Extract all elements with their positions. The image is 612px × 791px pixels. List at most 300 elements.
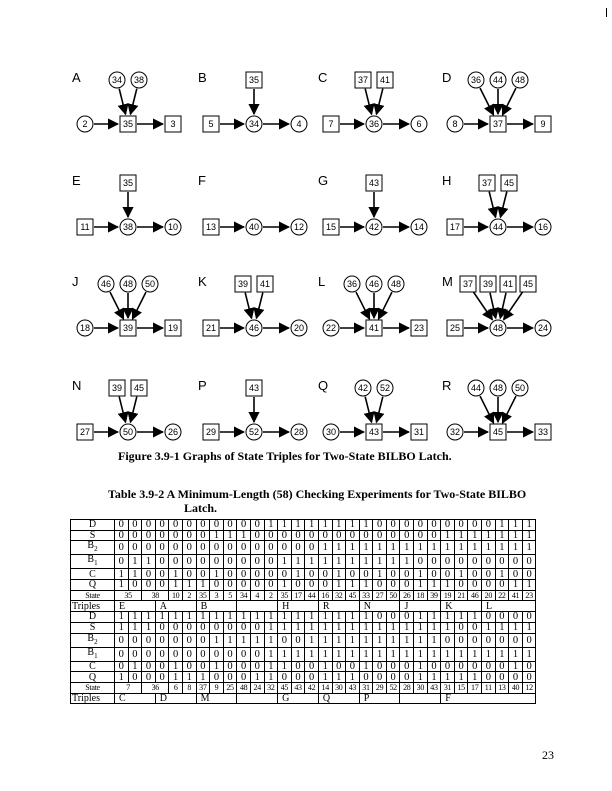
bit-cell: 1 bbox=[264, 647, 278, 661]
bit-cell: 0 bbox=[223, 569, 237, 580]
state-cell: 33 bbox=[359, 590, 373, 601]
state-cell: 10 bbox=[169, 590, 183, 601]
left-node-label: 29 bbox=[205, 427, 217, 437]
bit-cell: 0 bbox=[264, 530, 278, 541]
bit-cell: 0 bbox=[155, 622, 169, 633]
bit-cell: 1 bbox=[373, 647, 387, 661]
bit-cell: 0 bbox=[278, 672, 292, 683]
graph-letter: R bbox=[442, 378, 452, 393]
bit-cell: 0 bbox=[482, 520, 496, 531]
graph-letter: E bbox=[72, 173, 81, 188]
triple-cell bbox=[237, 601, 278, 612]
state-cell: 36 bbox=[142, 682, 169, 693]
signal-row bbox=[71, 633, 536, 647]
bit-cell: 0 bbox=[400, 569, 414, 580]
input-edge bbox=[502, 88, 516, 115]
bit-cell: 0 bbox=[250, 569, 264, 580]
bit-cell: 1 bbox=[182, 672, 196, 683]
bit-cell: 1 bbox=[454, 612, 468, 623]
table-title-continuation: Latch. bbox=[184, 501, 217, 515]
input-node-label: 41 bbox=[379, 75, 391, 85]
bit-cell: 1 bbox=[332, 580, 346, 591]
center-node-label: 38 bbox=[122, 222, 134, 232]
state-cell: 11 bbox=[482, 682, 496, 693]
bit-cell: 1 bbox=[427, 647, 441, 661]
bit-cell: 0 bbox=[182, 647, 196, 661]
bit-cell: 0 bbox=[454, 580, 468, 591]
bit-cell: 0 bbox=[346, 569, 360, 580]
bit-cell: 1 bbox=[305, 555, 319, 569]
bit-cell: 1 bbox=[427, 612, 441, 623]
input-edge bbox=[490, 293, 496, 318]
state-cell: 15 bbox=[454, 682, 468, 693]
triple-cell: B bbox=[196, 601, 237, 612]
bit-cell: 0 bbox=[169, 530, 183, 541]
triple-cell: R bbox=[318, 601, 359, 612]
bit-cell: 0 bbox=[115, 661, 129, 672]
bit-cell: 1 bbox=[414, 661, 428, 672]
bit-cell: 1 bbox=[264, 661, 278, 672]
bit-cell: 0 bbox=[250, 647, 264, 661]
signal-row bbox=[71, 520, 536, 531]
triple-cell: H bbox=[278, 601, 319, 612]
bit-cell: 0 bbox=[386, 672, 400, 683]
bit-cell: 0 bbox=[223, 647, 237, 661]
state-cell: 38 bbox=[142, 590, 169, 601]
bit-cell: 1 bbox=[250, 633, 264, 647]
bit-cell: 0 bbox=[155, 569, 169, 580]
table-title-line: Table 3.9-2 A Minimum-Length (58) Checking Experiments for Two-State BILBO bbox=[108, 487, 527, 501]
bit-cell: 0 bbox=[305, 541, 319, 555]
bit-cell: 1 bbox=[305, 622, 319, 633]
bit-cell: 0 bbox=[182, 530, 196, 541]
input-node-label: 45 bbox=[503, 178, 515, 188]
center-node-label: 46 bbox=[248, 323, 260, 333]
right-node-label: 23 bbox=[413, 323, 425, 333]
bit-cell: 0 bbox=[115, 647, 129, 661]
input-edge bbox=[473, 291, 492, 319]
bit-cell: 1 bbox=[169, 569, 183, 580]
bit-cell: 1 bbox=[210, 569, 224, 580]
triple-cell: G bbox=[278, 693, 319, 704]
right-node-label: 20 bbox=[293, 323, 305, 333]
input-node-label: 38 bbox=[133, 75, 145, 85]
graph-letter: B bbox=[198, 70, 207, 85]
bit-cell: 0 bbox=[237, 672, 251, 683]
state-cell: 24 bbox=[250, 682, 264, 693]
bit-cell: 0 bbox=[482, 672, 496, 683]
state-cell: 31 bbox=[359, 682, 373, 693]
bit-cell: 0 bbox=[373, 530, 387, 541]
input-edge bbox=[130, 397, 136, 423]
triple-cell: P bbox=[359, 693, 400, 704]
row-label: S bbox=[71, 530, 115, 541]
bit-cell: 0 bbox=[196, 555, 210, 569]
input-node-label: 50 bbox=[514, 383, 526, 393]
state-cell: 29 bbox=[373, 682, 387, 693]
state-cell: 39 bbox=[427, 590, 441, 601]
triple-cell: A bbox=[155, 601, 196, 612]
bit-cell: 0 bbox=[155, 541, 169, 555]
bit-cell: 0 bbox=[155, 520, 169, 531]
center-node-label: 52 bbox=[248, 427, 260, 437]
bit-cell: 0 bbox=[128, 672, 142, 683]
right-node-label: 28 bbox=[293, 427, 305, 437]
bit-cell: 0 bbox=[128, 633, 142, 647]
bit-cell: 1 bbox=[509, 530, 523, 541]
bit-cell: 1 bbox=[210, 612, 224, 623]
bit-cell: 0 bbox=[264, 541, 278, 555]
bit-cell: 0 bbox=[155, 633, 169, 647]
bit-cell: 1 bbox=[400, 633, 414, 647]
bit-cell: 1 bbox=[359, 612, 373, 623]
bit-cell: 1 bbox=[454, 541, 468, 555]
bit-cell: 0 bbox=[291, 672, 305, 683]
graph-letter: M bbox=[442, 274, 453, 289]
bit-cell: 1 bbox=[115, 622, 129, 633]
input-edge bbox=[256, 293, 262, 319]
state-cell: 42 bbox=[305, 682, 319, 693]
input-edge bbox=[480, 396, 494, 423]
bit-cell: 0 bbox=[482, 580, 496, 591]
bit-cell: 1 bbox=[291, 647, 305, 661]
triple-cell: L bbox=[482, 601, 536, 612]
bit-cell: 0 bbox=[318, 580, 332, 591]
bit-cell: 1 bbox=[482, 541, 496, 555]
right-node-label: 10 bbox=[167, 222, 179, 232]
state-cell: 7 bbox=[115, 682, 142, 693]
bit-cell: 0 bbox=[305, 672, 319, 683]
bit-cell: 0 bbox=[522, 672, 536, 683]
state-cell: 12 bbox=[522, 682, 536, 693]
row-label: State bbox=[71, 590, 115, 601]
bit-cell: 0 bbox=[169, 555, 183, 569]
signal-row bbox=[71, 647, 536, 661]
bit-cell: 1 bbox=[264, 622, 278, 633]
bit-cell: 1 bbox=[509, 622, 523, 633]
signal-row bbox=[71, 569, 536, 580]
center-node-label: 41 bbox=[368, 323, 380, 333]
graph-f bbox=[198, 173, 307, 235]
bit-cell: 0 bbox=[441, 555, 455, 569]
bit-cell: 1 bbox=[386, 555, 400, 569]
signal-row bbox=[71, 580, 536, 591]
bit-cell: 0 bbox=[482, 569, 496, 580]
bit-cell: 0 bbox=[291, 661, 305, 672]
left-node-label: 8 bbox=[452, 119, 458, 129]
state-cell: 30 bbox=[414, 682, 428, 693]
bit-cell: 1 bbox=[223, 612, 237, 623]
bit-cell: 0 bbox=[128, 580, 142, 591]
state-cell: 50 bbox=[386, 590, 400, 601]
bit-cell: 1 bbox=[468, 647, 482, 661]
input-node-label: 48 bbox=[492, 383, 504, 393]
bit-cell: 0 bbox=[115, 555, 129, 569]
bit-cell: 0 bbox=[237, 555, 251, 569]
triples-row bbox=[71, 601, 536, 612]
state-cell: 45 bbox=[278, 682, 292, 693]
state-cell: 14 bbox=[318, 682, 332, 693]
bit-cell: 0 bbox=[182, 633, 196, 647]
bit-cell: 0 bbox=[237, 661, 251, 672]
bit-cell: 1 bbox=[346, 580, 360, 591]
bit-cell: 0 bbox=[223, 661, 237, 672]
bit-cell: 0 bbox=[468, 555, 482, 569]
bit-cell: 0 bbox=[386, 569, 400, 580]
bit-cell: 0 bbox=[400, 530, 414, 541]
bit-cell: 1 bbox=[414, 672, 428, 683]
row-label: $B_1$ bbox=[71, 647, 115, 661]
bit-cell: 1 bbox=[210, 530, 224, 541]
graph-letter: C bbox=[318, 70, 328, 85]
graph-q bbox=[318, 378, 427, 440]
bit-cell: 1 bbox=[278, 647, 292, 661]
left-node-label: 18 bbox=[79, 323, 91, 333]
input-edge bbox=[119, 89, 125, 115]
bit-cell: 1 bbox=[441, 541, 455, 555]
bit-cell: 0 bbox=[196, 647, 210, 661]
bit-cell: 0 bbox=[305, 569, 319, 580]
input-node-label: 46 bbox=[100, 279, 112, 289]
center-node-label: 43 bbox=[368, 427, 380, 437]
bit-cell: 1 bbox=[454, 647, 468, 661]
bit-cell: 1 bbox=[291, 520, 305, 531]
bit-cell: 0 bbox=[223, 555, 237, 569]
input-node-label: 42 bbox=[357, 383, 369, 393]
signal-row bbox=[71, 541, 536, 555]
input-edge bbox=[480, 88, 494, 115]
bit-cell: 1 bbox=[182, 580, 196, 591]
input-node-label: 37 bbox=[357, 75, 369, 85]
signal-row bbox=[71, 661, 536, 672]
bit-cell: 0 bbox=[495, 661, 509, 672]
bit-cell: 0 bbox=[454, 661, 468, 672]
bit-cell: 1 bbox=[468, 530, 482, 541]
bit-cell: 1 bbox=[237, 530, 251, 541]
graph-b bbox=[198, 70, 307, 132]
bit-cell: 0 bbox=[264, 555, 278, 569]
input-edge bbox=[132, 292, 146, 319]
bit-cell: 0 bbox=[441, 520, 455, 531]
bit-cell: 1 bbox=[359, 580, 373, 591]
state-cell: 17 bbox=[468, 682, 482, 693]
bit-cell: 0 bbox=[196, 622, 210, 633]
bit-cell: 0 bbox=[386, 520, 400, 531]
bit-cell: 0 bbox=[305, 580, 319, 591]
bit-cell: 0 bbox=[210, 555, 224, 569]
input-edge bbox=[489, 192, 495, 218]
graph-letter: G bbox=[318, 173, 329, 188]
graph-letter: J bbox=[72, 274, 79, 289]
state-cell: 6 bbox=[169, 682, 183, 693]
bit-cell: 1 bbox=[332, 633, 346, 647]
bit-cell: 1 bbox=[414, 541, 428, 555]
bit-cell: 1 bbox=[454, 530, 468, 541]
bit-cell: 0 bbox=[454, 622, 468, 633]
bit-cell: 1 bbox=[414, 612, 428, 623]
bit-cell: 1 bbox=[359, 661, 373, 672]
triple-cell: J bbox=[400, 601, 441, 612]
bit-cell: 1 bbox=[427, 633, 441, 647]
bit-cell: 1 bbox=[495, 520, 509, 531]
bit-cell: 0 bbox=[373, 661, 387, 672]
bit-cell: 0 bbox=[115, 520, 129, 531]
bit-cell: 1 bbox=[414, 633, 428, 647]
input-node-label: 43 bbox=[368, 178, 380, 188]
bit-cell: 1 bbox=[128, 661, 142, 672]
bit-cell: 1 bbox=[454, 672, 468, 683]
input-node-label: 44 bbox=[470, 383, 482, 393]
bit-cell: 1 bbox=[305, 520, 319, 531]
row-label: Triples bbox=[71, 601, 115, 612]
bit-cell: 0 bbox=[373, 580, 387, 591]
state-cell: 34 bbox=[237, 590, 251, 601]
left-node-label: 30 bbox=[325, 427, 337, 437]
bit-cell: 1 bbox=[196, 672, 210, 683]
state-cell: 43 bbox=[427, 682, 441, 693]
bit-cell: 0 bbox=[318, 569, 332, 580]
input-edge bbox=[245, 293, 251, 319]
left-node-label: 7 bbox=[328, 119, 334, 129]
bit-cell: 0 bbox=[291, 541, 305, 555]
center-node-label: 50 bbox=[122, 427, 134, 437]
right-node-label: 4 bbox=[296, 119, 302, 129]
input-node-label: 39 bbox=[237, 279, 249, 289]
state-cell: 28 bbox=[400, 682, 414, 693]
bit-cell: 0 bbox=[155, 555, 169, 569]
page-number: 23 bbox=[542, 748, 554, 762]
bit-cell: 0 bbox=[196, 541, 210, 555]
bit-cell: 1 bbox=[482, 622, 496, 633]
bit-cell: 1 bbox=[142, 555, 156, 569]
bit-cell: 1 bbox=[522, 530, 536, 541]
state-cell: 23 bbox=[522, 590, 536, 601]
input-node-label: 35 bbox=[248, 75, 260, 85]
signal-row bbox=[71, 555, 536, 569]
state-cell: 25 bbox=[223, 682, 237, 693]
bit-cell: 1 bbox=[482, 530, 496, 541]
input-node-label: 50 bbox=[144, 279, 156, 289]
center-node-label: 39 bbox=[122, 323, 134, 333]
bit-cell: 0 bbox=[250, 555, 264, 569]
bit-cell: 0 bbox=[386, 612, 400, 623]
bit-cell: 0 bbox=[237, 622, 251, 633]
bit-cell: 0 bbox=[250, 520, 264, 531]
graph-p bbox=[198, 378, 307, 440]
bit-cell: 0 bbox=[210, 541, 224, 555]
bit-cell: 0 bbox=[291, 580, 305, 591]
bit-cell: 1 bbox=[332, 647, 346, 661]
row-label: State bbox=[71, 682, 115, 693]
state-cell: 4 bbox=[250, 590, 264, 601]
bit-cell: 0 bbox=[427, 530, 441, 541]
bit-cell: 1 bbox=[522, 541, 536, 555]
input-edge bbox=[500, 293, 506, 318]
triple-cell: D bbox=[155, 693, 196, 704]
input-edge bbox=[378, 292, 392, 319]
bit-cell: 1 bbox=[346, 633, 360, 647]
bit-cell: 0 bbox=[115, 530, 129, 541]
bit-cell: 1 bbox=[359, 555, 373, 569]
bit-cell: 1 bbox=[522, 647, 536, 661]
bit-cell: 0 bbox=[468, 661, 482, 672]
bit-cell: 1 bbox=[414, 622, 428, 633]
bit-cell: 1 bbox=[346, 520, 360, 531]
left-node-label: 17 bbox=[449, 222, 461, 232]
bit-cell: 1 bbox=[169, 580, 183, 591]
right-node-label: 9 bbox=[540, 119, 546, 129]
bit-cell: 0 bbox=[400, 612, 414, 623]
bit-cell: 0 bbox=[250, 622, 264, 633]
bit-cell: 1 bbox=[278, 622, 292, 633]
bit-cell: 0 bbox=[169, 633, 183, 647]
bit-cell: 1 bbox=[509, 661, 523, 672]
graph-l bbox=[318, 274, 427, 336]
bit-cell: 1 bbox=[441, 530, 455, 541]
bit-cell: 1 bbox=[250, 612, 264, 623]
input-edge bbox=[502, 396, 516, 423]
bit-cell: 0 bbox=[400, 672, 414, 683]
bit-cell: 0 bbox=[223, 520, 237, 531]
bit-cell: 0 bbox=[142, 530, 156, 541]
input-node-label: 48 bbox=[390, 279, 402, 289]
graph-letter: P bbox=[198, 378, 207, 393]
bit-cell: 0 bbox=[182, 541, 196, 555]
input-edge bbox=[376, 89, 382, 115]
bit-cell: 0 bbox=[169, 647, 183, 661]
bit-cell: 1 bbox=[332, 520, 346, 531]
bit-cell: 0 bbox=[142, 569, 156, 580]
bit-cell: 0 bbox=[441, 661, 455, 672]
bit-cell: 1 bbox=[128, 612, 142, 623]
bit-cell: 0 bbox=[155, 530, 169, 541]
bit-cell: 1 bbox=[128, 622, 142, 633]
right-node-label: 24 bbox=[537, 323, 549, 333]
signal-row bbox=[71, 672, 536, 683]
graph-letter: Q bbox=[318, 378, 329, 393]
bit-cell: 1 bbox=[264, 520, 278, 531]
bit-cell: 1 bbox=[169, 661, 183, 672]
state-cell: 17 bbox=[291, 590, 305, 601]
bit-cell: 0 bbox=[441, 569, 455, 580]
bit-cell: 1 bbox=[115, 612, 129, 623]
input-node-label: 36 bbox=[470, 75, 482, 85]
right-node-label: 16 bbox=[537, 222, 549, 232]
state-cell: 40 bbox=[509, 682, 523, 693]
bit-cell: 0 bbox=[250, 530, 264, 541]
bit-cell: 1 bbox=[346, 647, 360, 661]
bit-cell: 1 bbox=[318, 622, 332, 633]
center-node-label: 42 bbox=[368, 222, 380, 232]
graph-m bbox=[442, 274, 551, 336]
bit-cell: 0 bbox=[495, 633, 509, 647]
bit-cell: 0 bbox=[250, 661, 264, 672]
bit-cell: 0 bbox=[237, 580, 251, 591]
bit-cell: 0 bbox=[223, 672, 237, 683]
bit-cell: 1 bbox=[400, 622, 414, 633]
row-label: D bbox=[71, 612, 115, 623]
bit-cell: 0 bbox=[522, 633, 536, 647]
right-node-label: 19 bbox=[167, 323, 179, 333]
bit-cell: 0 bbox=[468, 520, 482, 531]
bit-cell: 1 bbox=[373, 633, 387, 647]
input-edge bbox=[504, 291, 523, 319]
bit-cell: 0 bbox=[386, 580, 400, 591]
input-edge bbox=[376, 397, 382, 423]
triple-cell: M bbox=[196, 693, 237, 704]
left-node-label: 11 bbox=[80, 222, 90, 232]
bit-cell: 0 bbox=[427, 520, 441, 531]
